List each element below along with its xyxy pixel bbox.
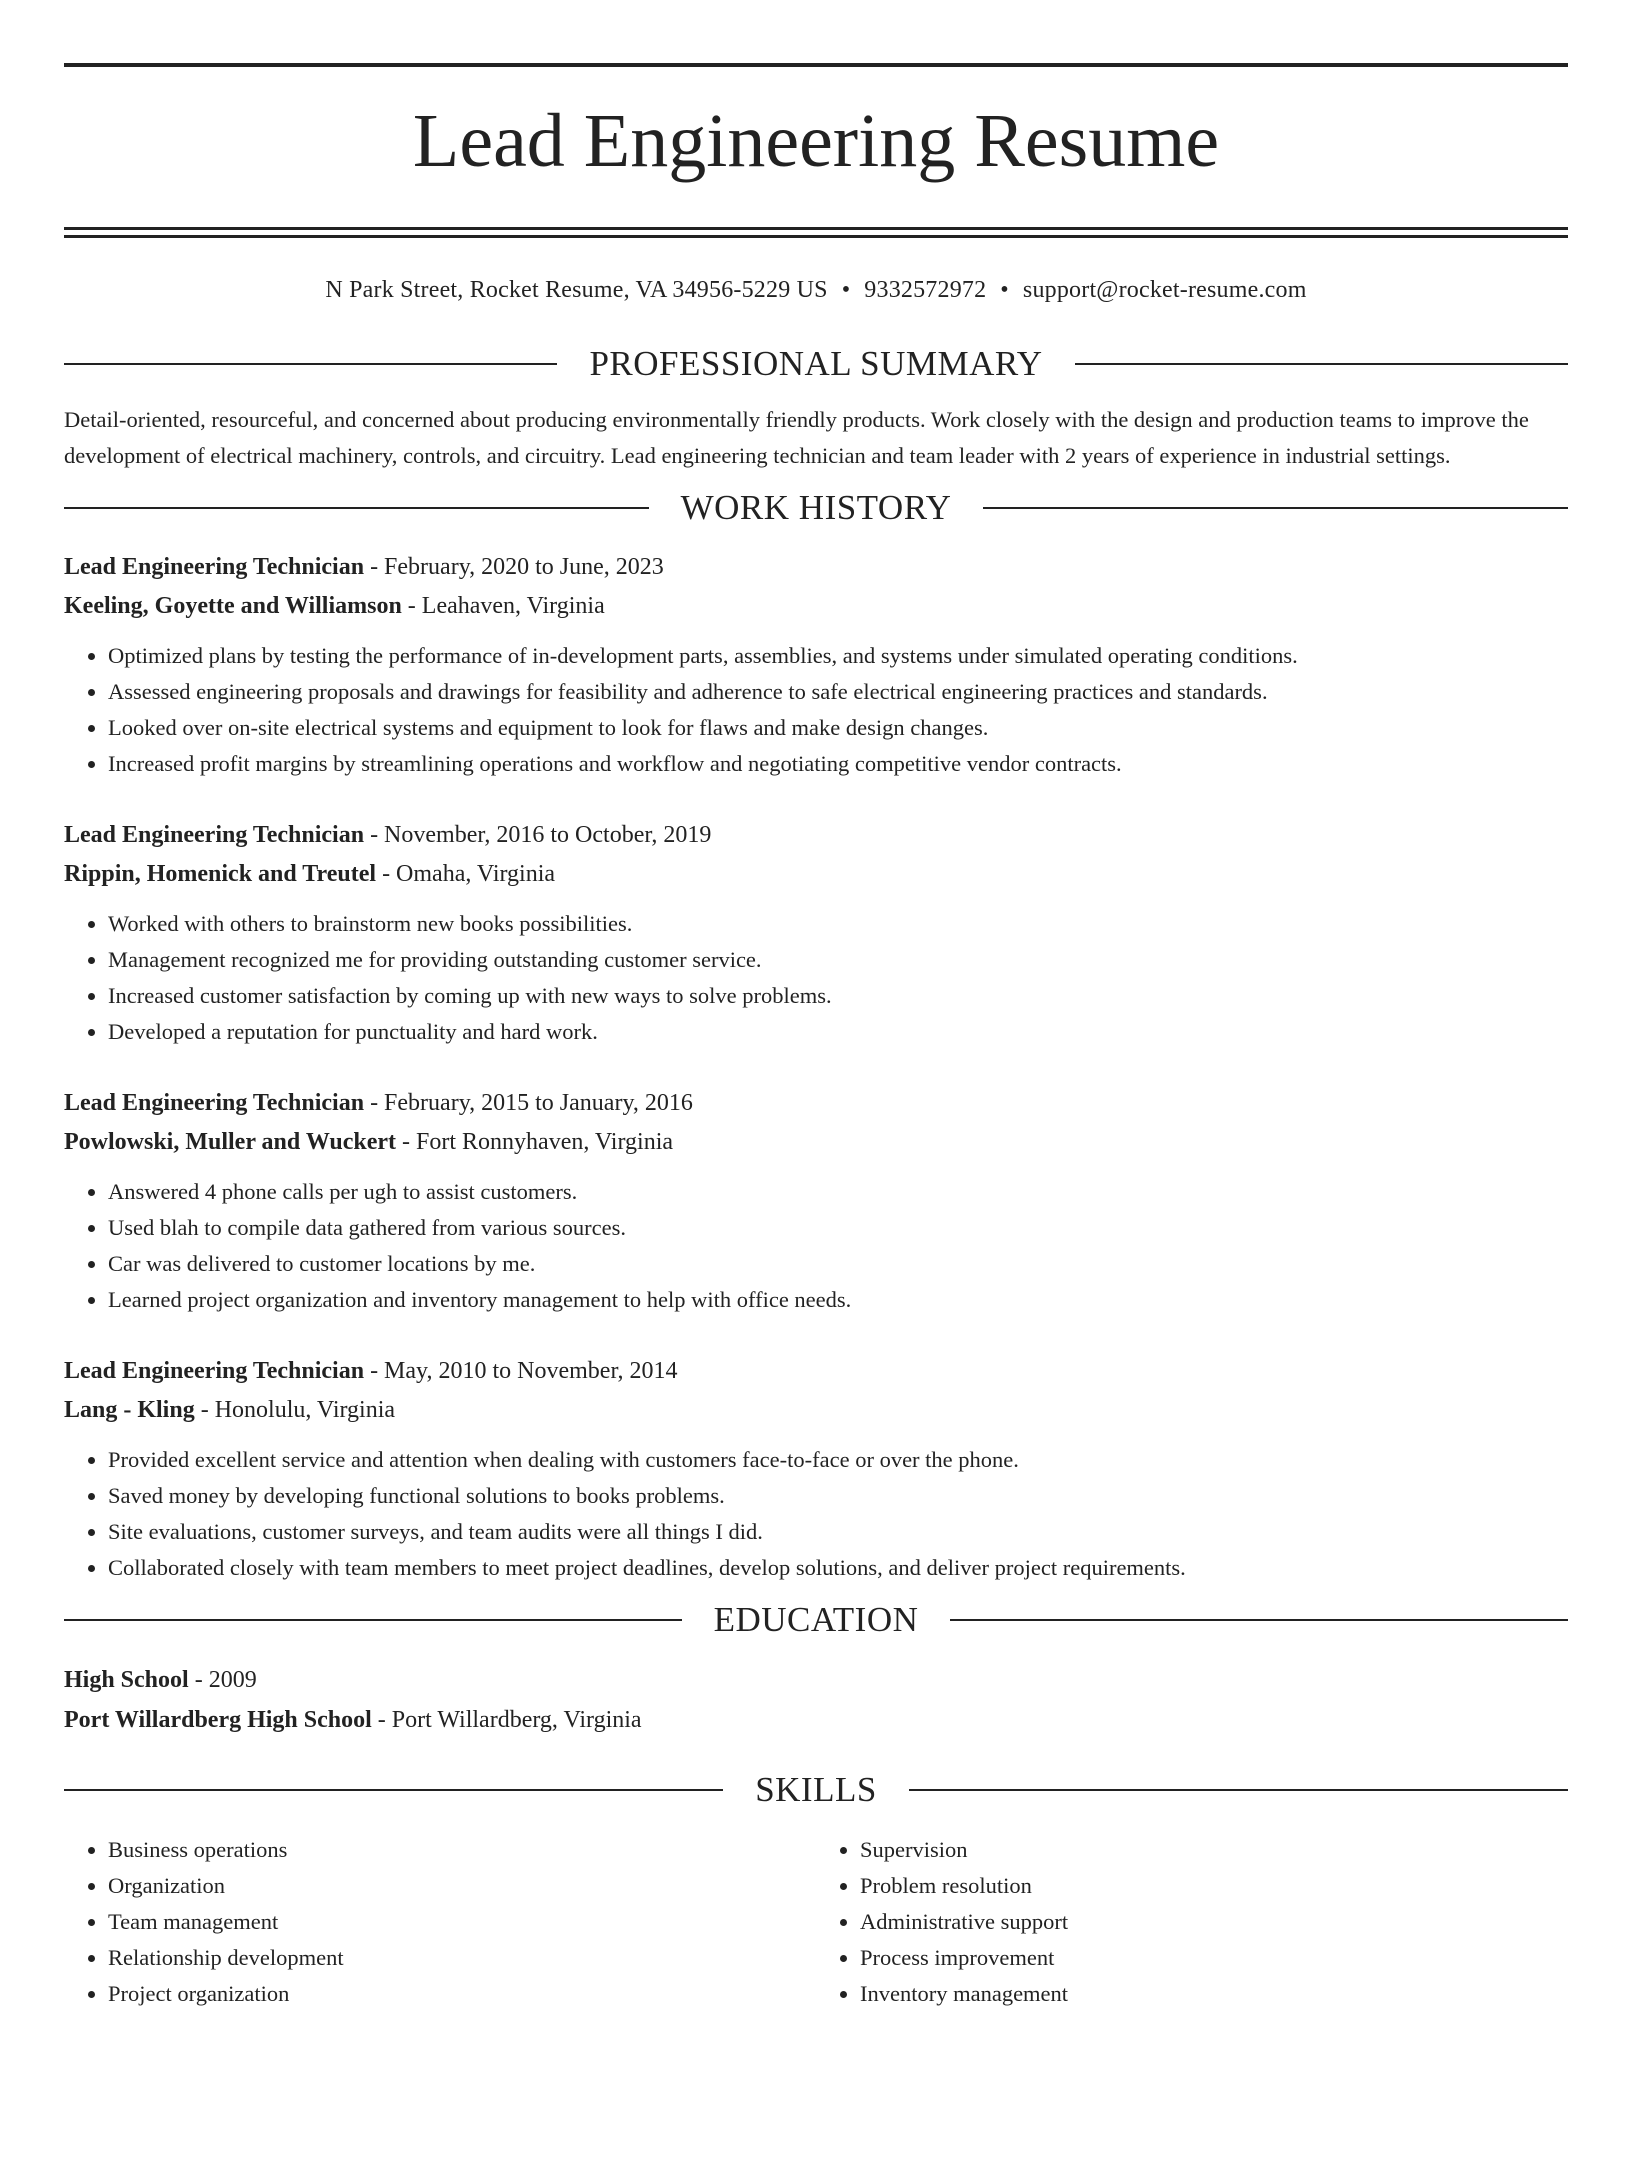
skills-list-left — [64, 1832, 816, 2012]
top-rule — [64, 63, 1568, 67]
education-year: - 2009 — [188, 1667, 257, 1693]
job-entry — [64, 548, 1568, 782]
list-item: • Used blah to compile data gathered from various sources. — [108, 1210, 1568, 1246]
education-entry — [64, 1660, 1568, 1740]
resume-page — [64, 63, 1568, 2012]
section-title: WORK HISTORY — [680, 488, 952, 527]
section-header-education — [64, 1600, 1568, 1640]
skill-item: • Inventory management — [860, 1976, 1568, 2012]
section-rule — [64, 363, 557, 365]
skill-item: • Process improvement — [860, 1940, 1568, 1976]
job-location: - Fort Ronnyhaven, Virginia — [396, 1129, 674, 1155]
section-rule — [950, 1619, 1568, 1621]
section-title: EDUCATION — [713, 1600, 919, 1639]
job-company-line — [64, 1391, 1568, 1430]
list-item: • Collaborated closely with team members to meet project deadlines, develop solutions, and deliver project requirements. — [108, 1550, 1568, 1586]
section-rule — [64, 507, 649, 509]
contact-phone: 9332572972 — [864, 277, 987, 303]
job-title-line — [64, 1352, 1568, 1391]
section-rule — [909, 1789, 1568, 1791]
job-company: Keeling, Goyette and Williamson — [64, 593, 402, 619]
job-title: Lead Engineering Technician — [64, 554, 365, 580]
education-degree: High School — [64, 1667, 189, 1693]
job-entry — [64, 1084, 1568, 1318]
job-dates: - November, 2016 to October, 2019 — [364, 822, 712, 848]
job-location: - Honolulu, Virginia — [194, 1397, 396, 1423]
section-header-skills — [64, 1770, 1568, 1810]
list-item: • Worked with others to brainstorm new books possibilities. — [108, 906, 1568, 942]
job-bullets — [64, 1442, 1568, 1586]
education-school: Port Willardberg High School — [64, 1707, 372, 1733]
section-rule — [64, 1789, 723, 1791]
education-school-line — [64, 1700, 1568, 1740]
list-item: • Saved money by developing functional solutions to books problems. — [108, 1478, 1568, 1514]
contact-separator: • — [841, 277, 851, 303]
job-bullets — [64, 1174, 1568, 1318]
list-item: • Management recognized me for providing outstanding customer service. — [108, 942, 1568, 978]
list-item: • Provided excellent service and attention when dealing with customers face-to-face or over the phone. — [108, 1442, 1568, 1478]
job-company-line — [64, 1123, 1568, 1162]
title-double-rule — [64, 227, 1568, 238]
section-rule — [64, 1619, 682, 1621]
job-location: - Omaha, Virginia — [376, 861, 556, 887]
page-title: Lead Engineering Resume — [412, 99, 1220, 183]
section-rule — [983, 507, 1568, 509]
section-title: SKILLS — [755, 1770, 877, 1809]
job-company: Lang - Kling — [64, 1397, 195, 1423]
list-item: • Looked over on-site electrical systems and equipment to look for flaws and make design changes. — [108, 710, 1568, 746]
job-dates: - February, 2015 to January, 2016 — [364, 1090, 693, 1116]
job-bullets — [64, 906, 1568, 1050]
education-degree-line — [64, 1660, 1568, 1700]
job-title: Lead Engineering Technician — [64, 1358, 365, 1384]
job-location: - Leahaven, Virginia — [401, 593, 605, 619]
contact-email: support@rocket-resume.com — [1022, 277, 1307, 303]
list-item: • Assessed engineering proposals and drawings for feasibility and adherence to safe electrical engineering practices and standards. — [108, 674, 1568, 710]
education-location: - Port Willardberg, Virginia — [371, 1707, 642, 1733]
job-entry — [64, 1352, 1568, 1586]
summary-text: Detail-oriented, resourceful, and concerned about producing environmentally friendly products. Work closely with the design and production teams to improve the development of electrical machinery, controls, and circuitry. Lead engineering technician and team leader with 2 years of experience in industrial settings. — [64, 407, 1529, 468]
skill-item: • Administrative support — [860, 1904, 1568, 1940]
list-item: • Optimized plans by testing the performance of in-development parts, assemblies, and systems under simulated operating conditions. — [108, 638, 1568, 674]
section-header-summary — [64, 344, 1568, 384]
skill-item: • Organization — [108, 1868, 816, 1904]
list-item: • Answered 4 phone calls per ugh to assist customers. — [108, 1174, 1568, 1210]
job-company-line — [64, 587, 1568, 626]
skill-item: • Project organization — [108, 1976, 816, 2012]
job-title: Lead Engineering Technician — [64, 822, 365, 848]
job-entry — [64, 816, 1568, 1050]
job-company: Powlowski, Muller and Wuckert — [64, 1129, 397, 1155]
job-title-line — [64, 816, 1568, 855]
job-company-line — [64, 855, 1568, 894]
skill-item: • Problem resolution — [860, 1868, 1568, 1904]
list-item: • Increased customer satisfaction by coming up with new ways to solve problems. — [108, 978, 1568, 1014]
skills-columns — [64, 1832, 1568, 2012]
contact-line — [64, 274, 1568, 306]
contact-address: N Park Street, Rocket Resume, VA 34956-5229 US — [325, 277, 828, 303]
job-company: Rippin, Homenick and Treutel — [64, 861, 377, 887]
section-header-work-history — [64, 488, 1568, 528]
job-title-line — [64, 1084, 1568, 1123]
section-rule — [1075, 363, 1568, 365]
contact-separator: • — [1000, 277, 1009, 303]
job-title-line — [64, 548, 1568, 587]
section-title: PROFESSIONAL SUMMARY — [589, 344, 1043, 383]
job-bullets — [64, 638, 1568, 782]
skill-item: • Business operations — [108, 1832, 816, 1868]
list-item: • Increased profit margins by streamlining operations and workflow and negotiating competitive vendor contracts. — [108, 746, 1568, 782]
list-item: • Developed a reputation for punctuality and hard work. — [108, 1014, 1568, 1050]
job-title: Lead Engineering Technician — [64, 1090, 365, 1116]
job-dates: - February, 2020 to June, 2023 — [364, 554, 664, 580]
skill-item: • Supervision — [860, 1832, 1568, 1868]
skills-list-right — [816, 1832, 1568, 2012]
skill-item: • Relationship development — [108, 1940, 816, 1976]
skill-item: • Team management — [108, 1904, 816, 1940]
job-dates: - May, 2010 to November, 2014 — [364, 1358, 678, 1384]
list-item: • Car was delivered to customer locations by me. — [108, 1246, 1568, 1282]
list-item: • Site evaluations, customer surveys, and team audits were all things I did. — [108, 1514, 1568, 1550]
list-item: • Learned project organization and inventory management to help with office needs. — [108, 1282, 1568, 1318]
